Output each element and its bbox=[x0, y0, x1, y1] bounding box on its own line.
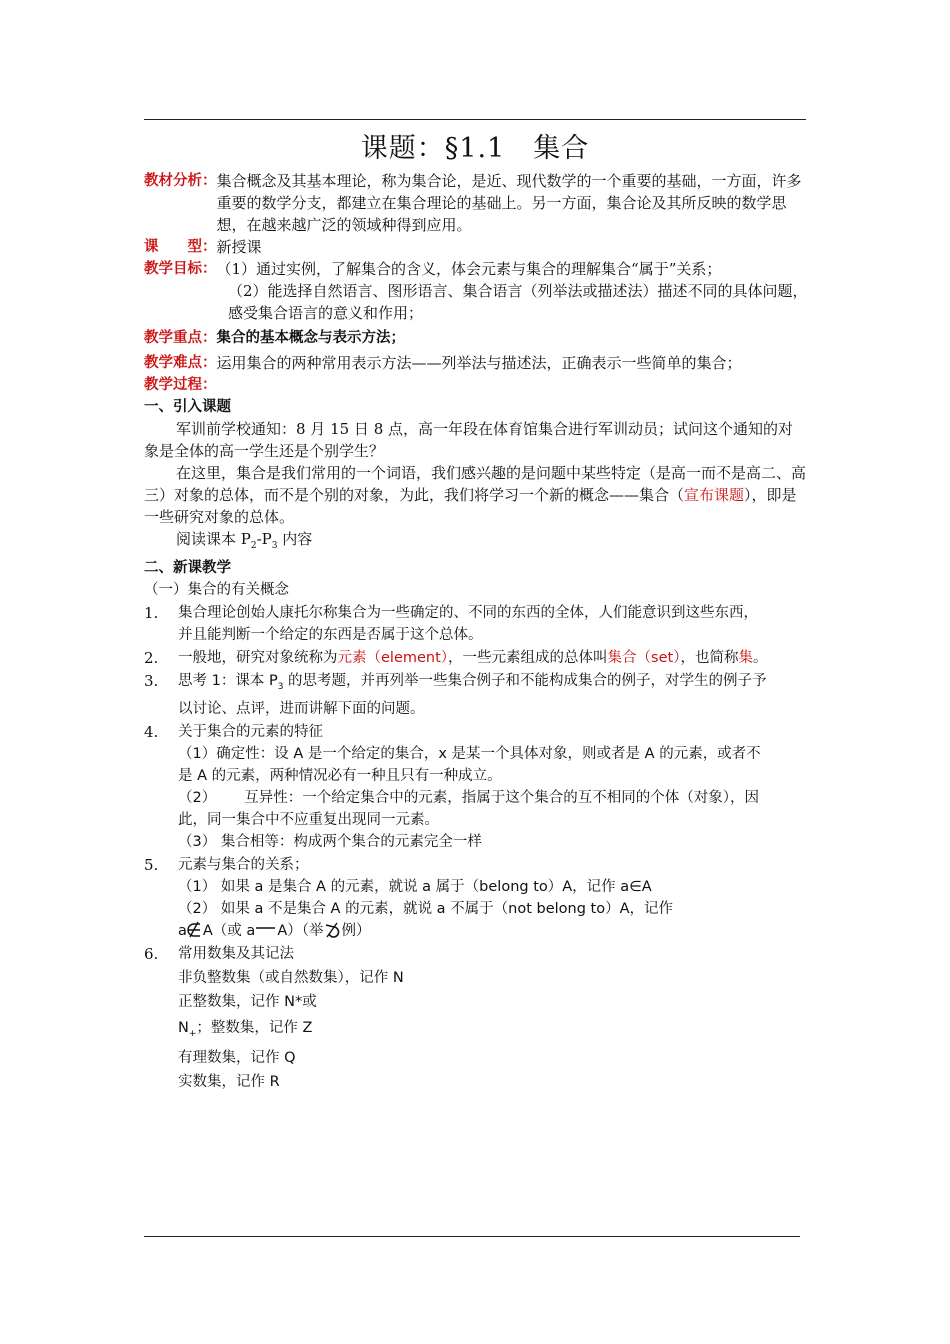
relation-not-belongs: （2） 如果 a 不是集合 A 的元素，就说 a 不属于（not belong to）A，记作 bbox=[178, 900, 674, 917]
difficulty-text: 运用集合的两种常用表示方法——列举法与描述法，正确表示一些简单的集合； bbox=[216, 354, 742, 372]
section1-heading: 一、引入课题 bbox=[144, 399, 231, 415]
set-natural: 非负整数集（或自然数集），记作 N bbox=[178, 969, 404, 986]
relation-notation: a A（或 a A）（举 例） bbox=[178, 922, 371, 939]
feature-distinctness: （2） 互异性：一个给定集合中的元素，指属于这个集合的互不相同的个体（对象），因此，同一集合中不应重复出现同一元素。 bbox=[178, 789, 759, 828]
goal-text-1: （1）通过实例，了解集合的含义，体会元素与集合的理解集合“属于”关系； bbox=[216, 260, 722, 278]
header-rule bbox=[144, 119, 806, 120]
list-item: 2. 一般地，研究对象统称为元素（element），一些元素组成的总体叫集合（set），也简称集。 bbox=[144, 649, 768, 667]
analysis-row bbox=[144, 170, 808, 236]
process-row bbox=[144, 374, 808, 396]
goal-row bbox=[144, 258, 808, 280]
set-rational: 有理数集，记作 Q bbox=[178, 1049, 296, 1066]
section1-para2: 在这里，集合是我们常用的一个词语，我们感兴趣的是问题中某些特定（是高一而不是高二、高三）对象的总体，而不是个别的对象，为此，我们将学习一个新的概念——集合（宣布课题），即是一些研究对象的总体。 bbox=[144, 464, 807, 526]
type-row bbox=[144, 236, 808, 258]
term-ji: 集 bbox=[738, 650, 753, 666]
list-item: 4. 关于集合的元素的特征 bbox=[144, 722, 323, 741]
focus-row bbox=[144, 327, 808, 349]
set-positive: 正整数集，记作 N*或 bbox=[178, 993, 317, 1010]
announce-topic: 宣布课题 bbox=[684, 486, 745, 504]
type-text: 新授课 bbox=[216, 238, 262, 256]
analysis-label: 教材分析： bbox=[144, 173, 217, 189]
analysis-text: 集合概念及其基本理论，称为集合论，是近、现代数学的一个重要的基础，一方面，许多重要的数学分支，都建立在集合理论的基础上。另一方面，集合论及其所反映的数学思想，在越来越广泛的领域种得到应用。 bbox=[216, 172, 802, 234]
not-in-symbol-icon bbox=[255, 921, 277, 939]
list-item: 3. 思考 1：课本 $P_3$ 的思考题，并再列举一些集合例子和不能构成集合的例子，对学生的例子予以讨论、点评，进而讲解下面的问题。 bbox=[144, 672, 767, 717]
feature-determinacy: （1）确定性：设 A 是一个给定的集合，x 是某一个具体对象，则或者是 A 的元素，或者不是 A 的元素，两种情况必有一种且只有一种成立。 bbox=[178, 745, 761, 784]
not-in-symbol-icon bbox=[323, 921, 341, 939]
footer-rule bbox=[144, 1236, 800, 1237]
type-label: 课 型： bbox=[144, 239, 217, 255]
section2-heading: 二、新课教学 bbox=[144, 560, 231, 576]
difficulty-row bbox=[144, 352, 808, 374]
not-in-symbol-icon bbox=[187, 921, 203, 939]
section1-para1: 军训前学校通知：8 月 15 日 8 点，高一年段在体育馆集合进行军训动员；试问这个通知的对象是全体的高一学生还是个别学生？ bbox=[144, 420, 794, 460]
focus-text: 集合的基本概念与表示方法； bbox=[216, 330, 405, 346]
feature-equality: （3） 集合相等：构成两个集合的元素完全一样 bbox=[178, 833, 482, 850]
reading-note: 阅读课本 $P_2-P_3$ 内容 bbox=[176, 530, 313, 551]
focus-label: 教学重点： bbox=[144, 330, 217, 346]
section2-subheading: （一）集合的有关概念 bbox=[144, 582, 289, 598]
list-item: 6. 常用数集及其记法 bbox=[144, 944, 294, 963]
term-element: 元素（element） bbox=[337, 650, 449, 666]
list-item: 1. 集合理论创始人康托尔称集合为一些确定的、不同的东西的全体，人们能意识到这些东西，并且能判断一个给定的东西是否属于这个总体。 bbox=[144, 604, 758, 643]
goal-text-2: （2）能选择自然语言、图形语言、集合语言（列举法或描述法）描述不同的具体问题，感受集合语言的意义和作用； bbox=[228, 282, 808, 322]
relation-belongs: （1） 如果 a 是集合 A 的元素，就说 a 属于（belong to）A，记作 a∈A bbox=[178, 878, 652, 895]
set-real: 实数集，记作 R bbox=[178, 1073, 280, 1090]
list-item: 5. 元素与集合的关系； bbox=[144, 855, 309, 874]
page-title: 课题：§1.1 集合 bbox=[360, 133, 590, 164]
difficulty-label: 教学难点： bbox=[144, 355, 217, 371]
document-body bbox=[144, 170, 808, 1093]
term-set: 集合（set） bbox=[607, 650, 681, 666]
set-integer: $N_+$；整数集，记作 Z bbox=[178, 1019, 313, 1039]
goal-label: 教学目标： bbox=[144, 261, 217, 277]
process-label: 教学过程： bbox=[144, 377, 217, 393]
